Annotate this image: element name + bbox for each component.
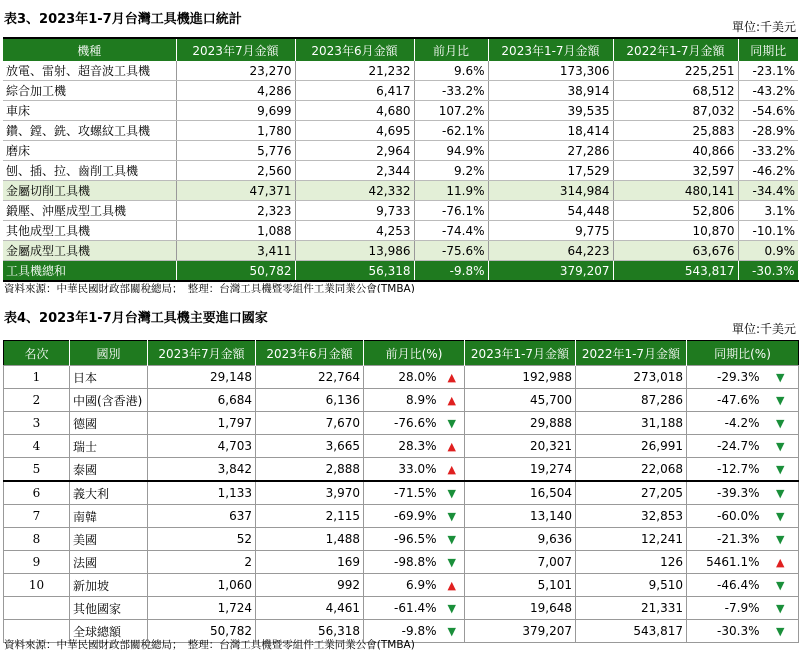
yoy-down-arrow-icon: ▼: [763, 528, 799, 551]
cell-yoy: -33.2%: [738, 141, 798, 161]
cell-jul: 637: [148, 505, 256, 528]
cell-mom: 33.0%: [364, 458, 440, 482]
mom-up-arrow-icon: ▲: [440, 574, 465, 597]
cell-yoy: 5461.1%: [687, 551, 763, 574]
cell-yoy: -43.2%: [738, 81, 798, 101]
table3-col-header: 2023年7月金額: [176, 38, 295, 61]
cell-rank: [4, 597, 70, 620]
table4-col-header: 2023年1-7月金額: [465, 341, 576, 366]
cell-rank: 10: [4, 574, 70, 597]
cell-mom: -9.8%: [364, 620, 440, 643]
mom-down-arrow-icon: ▼: [440, 551, 465, 574]
cell-ytd23: 192,988: [465, 366, 576, 389]
cell-jul: 1,060: [148, 574, 256, 597]
cell-jul: 1,780: [176, 121, 295, 141]
cell-jun: 13,986: [295, 241, 414, 261]
table4-col-header: 前月比(%): [364, 341, 465, 366]
cell-mom: 107.2%: [414, 101, 488, 121]
cell-jun: 22,764: [256, 366, 364, 389]
cell-yoy: -30.3%: [738, 261, 798, 282]
cell-ytd23: 18,414: [488, 121, 613, 141]
cell-ytd22: 10,870: [613, 221, 738, 241]
yoy-down-arrow-icon: ▼: [763, 505, 799, 528]
table3-col-header: 2023年1-7月金額: [488, 38, 613, 61]
cell-country: 瑞士: [70, 435, 148, 458]
mom-up-arrow-icon: ▲: [440, 389, 465, 412]
cell-yoy: -4.2%: [687, 412, 763, 435]
cell-ytd23: 9,636: [465, 528, 576, 551]
cell-name: 鑽、鏜、銑、攻螺紋工具機: [3, 121, 176, 141]
cell-jun: 21,232: [295, 61, 414, 81]
yoy-down-arrow-icon: ▼: [763, 366, 799, 389]
yoy-down-arrow-icon: ▼: [763, 389, 799, 412]
cell-yoy: -46.2%: [738, 161, 798, 181]
cell-name: 磨床: [3, 141, 176, 161]
cell-jul: 1,088: [176, 221, 295, 241]
cell-name: 車床: [3, 101, 176, 121]
cell-name: 綜合加工機: [3, 81, 176, 101]
cell-mom: -33.2%: [414, 81, 488, 101]
cell-rank: 4: [4, 435, 70, 458]
cell-ytd23: 17,529: [488, 161, 613, 181]
cell-rank: 6: [4, 481, 70, 505]
cell-jun: 169: [256, 551, 364, 574]
table-row: [3, 101, 798, 121]
cell-ytd22: 26,991: [576, 435, 687, 458]
table-row: [3, 81, 798, 101]
table-row: [4, 574, 799, 597]
cell-ytd23: 39,535: [488, 101, 613, 121]
table-row: [4, 389, 799, 412]
cell-jun: 2,888: [256, 458, 364, 482]
table4-col-header: 2023年7月金額: [148, 341, 256, 366]
table-row: [4, 435, 799, 458]
cell-country: 全球總額: [70, 620, 148, 643]
cell-country: 美國: [70, 528, 148, 551]
mom-down-arrow-icon: ▼: [440, 528, 465, 551]
mom-down-arrow-icon: ▼: [440, 597, 465, 620]
table3-col-header: 同期比: [738, 38, 798, 61]
cell-name: 金屬成型工具機: [3, 241, 176, 261]
mom-down-arrow-icon: ▼: [440, 620, 465, 643]
cell-mom: 28.0%: [364, 366, 440, 389]
cell-jul: 4,703: [148, 435, 256, 458]
cell-name: 其他成型工具機: [3, 221, 176, 241]
table-row: [4, 551, 799, 574]
table3-col-header: 2023年6月金額: [295, 38, 414, 61]
cell-ytd22: 273,018: [576, 366, 687, 389]
mom-up-arrow-icon: ▲: [440, 366, 465, 389]
yoy-down-arrow-icon: ▼: [763, 481, 799, 505]
cell-jul: 5,776: [176, 141, 295, 161]
cell-rank: 1: [4, 366, 70, 389]
cell-rank: 2: [4, 389, 70, 412]
cell-country: 其他國家: [70, 597, 148, 620]
table3-import-by-type: [3, 37, 799, 282]
cell-jul: 50,782: [148, 620, 256, 643]
mom-down-arrow-icon: ▼: [440, 505, 465, 528]
table-row: [4, 458, 799, 482]
cell-mom: -96.5%: [364, 528, 440, 551]
cell-jun: 4,695: [295, 121, 414, 141]
mom-up-arrow-icon: ▲: [440, 435, 465, 458]
cell-yoy: -23.1%: [738, 61, 798, 81]
cell-jul: 50,782: [176, 261, 295, 282]
cell-rank: 9: [4, 551, 70, 574]
cell-ytd22: 32,853: [576, 505, 687, 528]
cell-jun: 4,461: [256, 597, 364, 620]
cell-country: 中國(含香港): [70, 389, 148, 412]
table-row: [3, 241, 798, 261]
table-row: [3, 181, 798, 201]
cell-mom: -62.1%: [414, 121, 488, 141]
cell-mom: 28.3%: [364, 435, 440, 458]
cell-jun: 2,344: [295, 161, 414, 181]
cell-yoy: -54.6%: [738, 101, 798, 121]
cell-country: 泰國: [70, 458, 148, 482]
cell-mom: -9.8%: [414, 261, 488, 282]
cell-jul: 3,842: [148, 458, 256, 482]
cell-mom: -74.4%: [414, 221, 488, 241]
cell-ytd22: 87,286: [576, 389, 687, 412]
table-row: [4, 481, 799, 505]
yoy-up-arrow-icon: ▲: [763, 551, 799, 574]
cell-yoy: -29.3%: [687, 366, 763, 389]
table3-source-note: 資料來源：中華民國財政部關稅總局； 整理：台灣工具機暨零組件工業同業公會(TMBA): [4, 283, 415, 293]
cell-jun: 3,665: [256, 435, 364, 458]
cell-ytd23: 16,504: [465, 481, 576, 505]
table3-col-header: 機種: [3, 38, 176, 61]
cell-mom: -69.9%: [364, 505, 440, 528]
cell-country: 義大利: [70, 481, 148, 505]
cell-ytd22: 52,806: [613, 201, 738, 221]
cell-jun: 6,417: [295, 81, 414, 101]
cell-jun: 56,318: [295, 261, 414, 282]
table-row: [3, 61, 798, 81]
cell-mom: 8.9%: [364, 389, 440, 412]
cell-country: 日本: [70, 366, 148, 389]
table-row: [3, 161, 798, 181]
cell-ytd22: 40,866: [613, 141, 738, 161]
cell-jul: 47,371: [176, 181, 295, 201]
cell-rank: 5: [4, 458, 70, 482]
cell-jun: 2,115: [256, 505, 364, 528]
table4-col-header: 同期比(%): [687, 341, 799, 366]
table3-header-row: [3, 38, 798, 61]
cell-name: 金屬切削工具機: [3, 181, 176, 201]
table-row: [4, 366, 799, 389]
table-row: [3, 201, 798, 221]
cell-country: 南韓: [70, 505, 148, 528]
table4-source-note: 資料來源：中華民國財政部關稅總局； 整理：台灣工具機暨零組件工業同業公會(TMBA): [4, 639, 415, 651]
cell-name: 放電、雷射、超音波工具機: [3, 61, 176, 81]
cell-yoy: -21.3%: [687, 528, 763, 551]
cell-ytd22: 25,883: [613, 121, 738, 141]
cell-jul: 1,133: [148, 481, 256, 505]
table-row: [4, 597, 799, 620]
cell-jul: 2,560: [176, 161, 295, 181]
cell-name: 鍛壓、沖壓成型工具機: [3, 201, 176, 221]
cell-ytd23: 314,984: [488, 181, 613, 201]
cell-yoy: -24.7%: [687, 435, 763, 458]
cell-jun: 6,136: [256, 389, 364, 412]
cell-yoy: -10.1%: [738, 221, 798, 241]
cell-ytd22: 32,597: [613, 161, 738, 181]
table-row: [3, 261, 798, 282]
cell-jun: 3,970: [256, 481, 364, 505]
cell-rank: 7: [4, 505, 70, 528]
yoy-down-arrow-icon: ▼: [763, 597, 799, 620]
cell-jul: 4,286: [176, 81, 295, 101]
cell-country: 德國: [70, 412, 148, 435]
cell-jul: 2: [148, 551, 256, 574]
cell-jun: 9,733: [295, 201, 414, 221]
cell-ytd22: 21,331: [576, 597, 687, 620]
cell-jul: 29,148: [148, 366, 256, 389]
table-row: [3, 141, 798, 161]
cell-yoy: -60.0%: [687, 505, 763, 528]
cell-ytd22: 126: [576, 551, 687, 574]
cell-jun: 2,964: [295, 141, 414, 161]
mom-down-arrow-icon: ▼: [440, 412, 465, 435]
cell-yoy: 0.9%: [738, 241, 798, 261]
cell-mom: -98.8%: [364, 551, 440, 574]
table-row: [4, 528, 799, 551]
cell-jul: 23,270: [176, 61, 295, 81]
cell-ytd23: 9,775: [488, 221, 613, 241]
cell-ytd22: 22,068: [576, 458, 687, 482]
table4-col-header: 2023年6月金額: [256, 341, 364, 366]
cell-jun: 1,488: [256, 528, 364, 551]
cell-jul: 1,797: [148, 412, 256, 435]
cell-mom: 11.9%: [414, 181, 488, 201]
cell-jul: 9,699: [176, 101, 295, 121]
cell-jul: 1,724: [148, 597, 256, 620]
cell-mom: -71.5%: [364, 481, 440, 505]
cell-ytd23: 29,888: [465, 412, 576, 435]
cell-country: 新加坡: [70, 574, 148, 597]
cell-ytd23: 379,207: [465, 620, 576, 643]
table4-header-row: [4, 341, 799, 366]
cell-ytd23: 20,321: [465, 435, 576, 458]
cell-yoy: -47.6%: [687, 389, 763, 412]
cell-jun: 7,670: [256, 412, 364, 435]
yoy-down-arrow-icon: ▼: [763, 458, 799, 482]
yoy-down-arrow-icon: ▼: [763, 435, 799, 458]
cell-jun: 4,680: [295, 101, 414, 121]
cell-ytd23: 64,223: [488, 241, 613, 261]
cell-ytd23: 19,648: [465, 597, 576, 620]
table4-col-header: 名次: [4, 341, 70, 366]
cell-yoy: 3.1%: [738, 201, 798, 221]
cell-ytd22: 68,512: [613, 81, 738, 101]
cell-jun: 56,318: [256, 620, 364, 643]
table-row: [3, 121, 798, 141]
cell-ytd23: 27,286: [488, 141, 613, 161]
cell-country: 法國: [70, 551, 148, 574]
table4-col-header: 國別: [70, 341, 148, 366]
table3-unit: 單位:千美元: [731, 20, 796, 34]
table3-title: 表3、2023年1-7月台灣工具機進口統計: [4, 12, 242, 27]
table4-unit: 單位:千美元: [731, 322, 796, 336]
cell-mom: 9.6%: [414, 61, 488, 81]
cell-ytd23: 54,448: [488, 201, 613, 221]
mom-down-arrow-icon: ▼: [440, 481, 465, 505]
cell-yoy: -7.9%: [687, 597, 763, 620]
yoy-down-arrow-icon: ▼: [763, 620, 799, 643]
table4-col-header: 2022年1-7月金額: [576, 341, 687, 366]
cell-ytd22: 27,205: [576, 481, 687, 505]
cell-ytd22: 9,510: [576, 574, 687, 597]
cell-ytd22: 87,032: [613, 101, 738, 121]
cell-ytd22: 63,676: [613, 241, 738, 261]
cell-jun: 4,253: [295, 221, 414, 241]
cell-rank: 3: [4, 412, 70, 435]
table-row: [3, 221, 798, 241]
cell-name: 刨、插、拉、齒削工具機: [3, 161, 176, 181]
cell-ytd23: 379,207: [488, 261, 613, 282]
table-row: [4, 505, 799, 528]
yoy-down-arrow-icon: ▼: [763, 574, 799, 597]
cell-name: 工具機總和: [3, 261, 176, 282]
cell-ytd23: 38,914: [488, 81, 613, 101]
cell-ytd23: 7,007: [465, 551, 576, 574]
cell-ytd22: 31,188: [576, 412, 687, 435]
cell-ytd22: 225,251: [613, 61, 738, 81]
cell-mom: -76.6%: [364, 412, 440, 435]
cell-mom: -76.1%: [414, 201, 488, 221]
cell-ytd22: 480,141: [613, 181, 738, 201]
cell-ytd22: 543,817: [576, 620, 687, 643]
cell-ytd22: 543,817: [613, 261, 738, 282]
cell-ytd22: 12,241: [576, 528, 687, 551]
cell-rank: 8: [4, 528, 70, 551]
cell-mom: 9.2%: [414, 161, 488, 181]
cell-ytd23: 13,140: [465, 505, 576, 528]
cell-jul: 52: [148, 528, 256, 551]
cell-yoy: -12.7%: [687, 458, 763, 482]
table3-col-header: 2022年1-7月金額: [613, 38, 738, 61]
cell-ytd23: 5,101: [465, 574, 576, 597]
cell-jun: 992: [256, 574, 364, 597]
mom-up-arrow-icon: ▲: [440, 458, 465, 482]
cell-jul: 6,684: [148, 389, 256, 412]
cell-jun: 42,332: [295, 181, 414, 201]
table4-import-by-country: [3, 340, 799, 643]
cell-mom: 94.9%: [414, 141, 488, 161]
cell-yoy: -28.9%: [738, 121, 798, 141]
yoy-down-arrow-icon: ▼: [763, 412, 799, 435]
table4-title: 表4、2023年1-7月台灣工具機主要進口國家: [4, 311, 268, 326]
cell-ytd23: 45,700: [465, 389, 576, 412]
table3-col-header: 前月比: [414, 38, 488, 61]
cell-jul: 2,323: [176, 201, 295, 221]
table-row: [4, 412, 799, 435]
cell-mom: -75.6%: [414, 241, 488, 261]
cell-ytd23: 173,306: [488, 61, 613, 81]
cell-ytd23: 19,274: [465, 458, 576, 482]
cell-yoy: -39.3%: [687, 481, 763, 505]
cell-yoy: -30.3%: [687, 620, 763, 643]
cell-mom: -61.4%: [364, 597, 440, 620]
cell-yoy: -34.4%: [738, 181, 798, 201]
cell-mom: 6.9%: [364, 574, 440, 597]
cell-yoy: -46.4%: [687, 574, 763, 597]
cell-jul: 3,411: [176, 241, 295, 261]
